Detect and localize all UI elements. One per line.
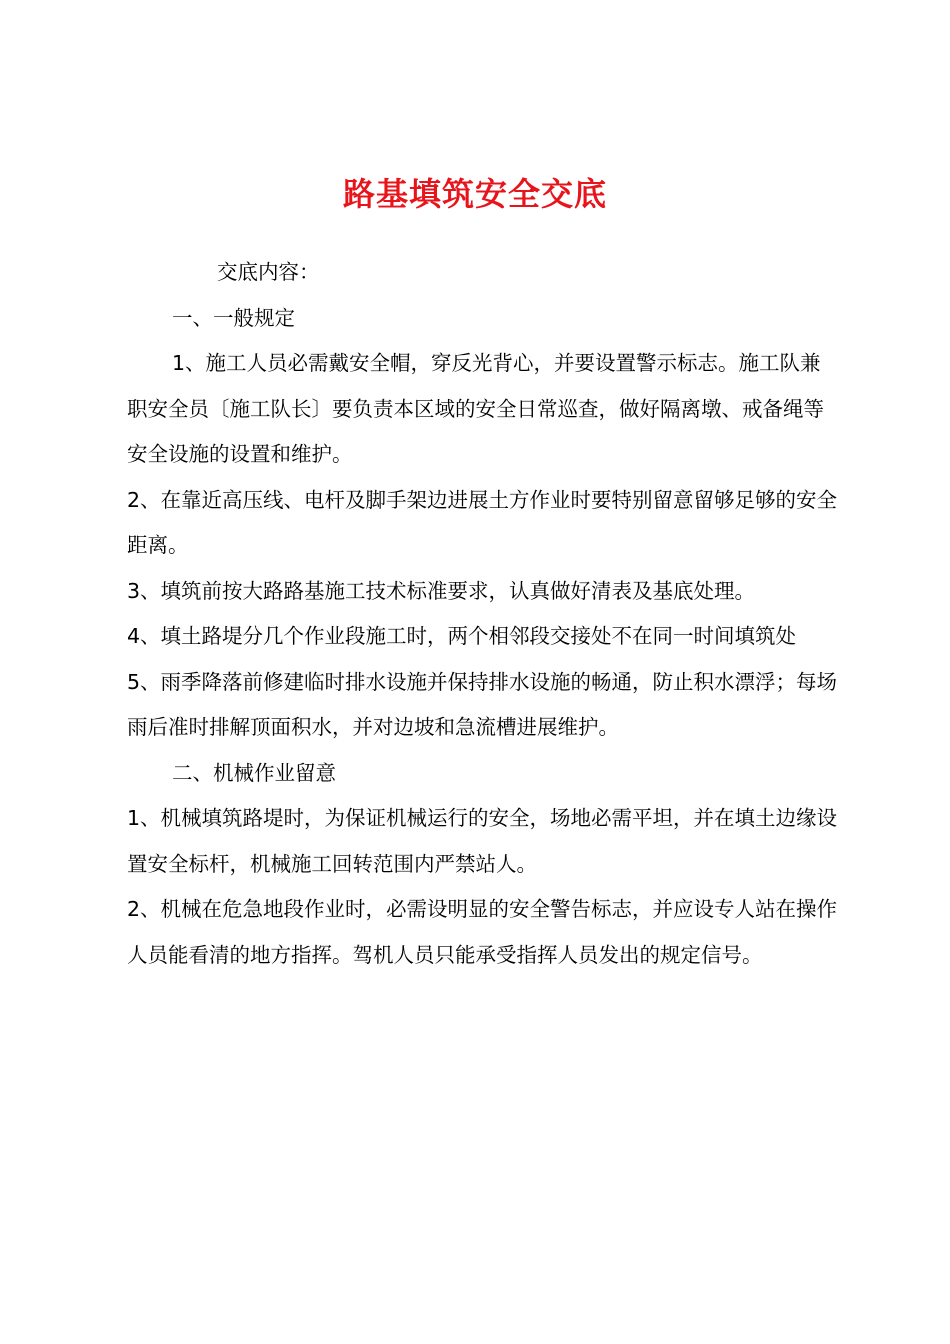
section-heading-machinery: 二、机械作业留意 (172, 760, 336, 785)
paragraph-general-2: 2、在靠近高压线、电杆及脚手架边进展土方作业时要特别留意留够足够的安全距离。 (127, 487, 838, 557)
intro-label: 交底内容： (217, 260, 320, 284)
paragraph-general-3: 3、填筑前按大路路基施工技术标准要求，认真做好清表及基底处理。 (127, 578, 756, 603)
document-body (127, 250, 839, 978)
paragraph-general-5: 5、雨季降落前修建临时排水设施并保持排水设施的畅通，防止积水漂浮；每场雨后准时排解顶面积水，并对边坡和急流槽进展维护。 (127, 669, 838, 739)
document-title: 路基填筑安全交底 (342, 175, 607, 213)
paragraph-general-4: 4、填土路堤分几个作业段施工时，两个相邻段交接处不在同一时间填筑处 (127, 624, 797, 648)
paragraph-machinery-2: 2、机械在危急地段作业时，必需设明显的安全警告标志，并应设专人站在操作人员能看清的地方指挥。驾机人员只能承受指挥人员发出的规定信号。 (127, 897, 838, 967)
paragraph-general-1: 1、施工人员必需戴安全帽，穿反光背心，并要设置警示标志。施工队兼职安全员〔施工队长〕要负责本区域的安全日常巡查，做好隔离墩、戒备绳等安全设施的设置和维护。 (127, 351, 824, 466)
paragraph-machinery-1: 1、机械填筑路堤时，为保证机械运行的安全，场地必需平坦，并在填土边缘设置安全标杆，机械施工回转范围内严禁站人。 (127, 806, 838, 876)
section-heading-general: 一、一般规定 (172, 305, 295, 330)
